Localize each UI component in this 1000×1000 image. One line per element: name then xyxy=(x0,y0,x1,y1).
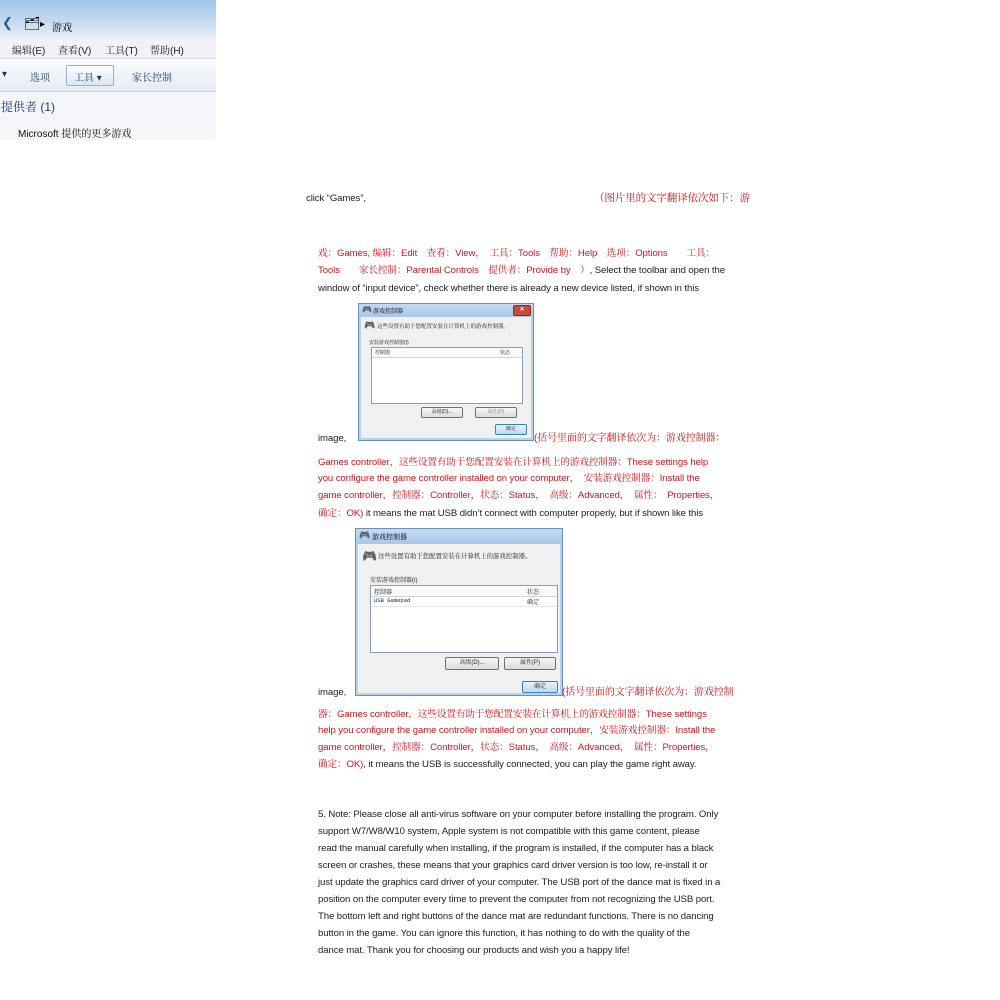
breadcrumb-separator-icon: ▸ xyxy=(40,19,46,30)
address-bar xyxy=(0,0,216,38)
gamepad-icon: 🎮 xyxy=(364,320,376,330)
image-label-2: image, xyxy=(318,687,347,698)
table-row[interactable] xyxy=(371,597,557,607)
row-status: 确定 xyxy=(527,600,540,606)
dialog-description: 这些设置有助于您配置安装在计算机上的游戏控制器。 xyxy=(377,324,510,330)
column-controller: 控制器 xyxy=(375,350,391,356)
advanced-button[interactable]: 高级(D)... xyxy=(421,407,463,418)
note-line: The bottom left and right buttons of the dance mat are redundant functions. There is no dancing xyxy=(318,911,714,922)
dialog-titlebar xyxy=(359,304,533,317)
game-controllers-dialog-empty xyxy=(358,303,534,441)
menu-edit[interactable]: 编辑(E) xyxy=(12,46,46,57)
list-header xyxy=(372,348,522,358)
translation-line-h: 器：Games controller，这些设置有助于您配置安装在计算机上的游戏控制器：These settings xyxy=(318,709,707,720)
toolbar-dropdown-icon: ▾ xyxy=(2,69,8,80)
game-controllers-dialog-gamepad xyxy=(355,528,563,696)
note-line: screen or crashes, these means that your graphics card driver version is too low, re-install it or xyxy=(318,860,708,871)
advanced-button[interactable]: 高级(D)... xyxy=(445,657,499,670)
menu-help[interactable]: 帮助(H) xyxy=(150,46,184,57)
dialog-titlebar xyxy=(356,529,562,544)
translation-line-g-red: 确定：OK) xyxy=(318,508,364,519)
translation-line-i: help you configure the game controller installed on your computer，安装游戏控制器：Install the xyxy=(318,725,716,736)
controllers-list[interactable] xyxy=(370,585,558,653)
translation-line-g xyxy=(318,507,703,520)
installed-controllers-label: 安装游戏控制器(I) xyxy=(370,578,418,584)
note-line: dance mat. Thank you for choosing our products and wish you a happy life! xyxy=(318,945,630,956)
explorer-screenshot xyxy=(0,0,216,140)
note-line: button in the game. You can ignore this function, it has nothing to do with the quality of the xyxy=(318,928,690,939)
translation-line-k-red: 确定：OK) xyxy=(318,759,364,770)
translation-line-e: you configure the game controller installed on your computer， 安装游戏控制器：Install the xyxy=(318,473,700,484)
toolbar-options[interactable]: 选项 xyxy=(30,73,50,84)
dialog-title: 游戏控制器 xyxy=(372,534,407,541)
column-status: 状态 xyxy=(500,350,511,356)
gamepad-icon: 🎮 xyxy=(362,305,372,314)
more-games-item[interactable]: Microsoft 提供的更多游戏 xyxy=(18,129,132,140)
toolbar xyxy=(0,59,216,92)
provider-group-header: 提供者 (1) xyxy=(1,100,56,114)
folder-icon: 🗂 xyxy=(24,16,41,31)
note-line: read the manual carefully when installing, if the program is installed, if the computer has a black xyxy=(318,843,714,854)
translation-line-d: Games controller，这些设置有助于您配置安装在计算机上的游戏控制器：These settings help xyxy=(318,457,709,468)
properties-button[interactable]: 属性(P) xyxy=(475,407,517,418)
translation-note-1-start: （图片里的文字翻译依次如下：游 xyxy=(594,192,750,204)
toolbar-tools[interactable]: 工具 ▾ xyxy=(74,73,102,84)
translation-note-2-start: (括号里面的文字翻译依次为：游戏控制器： xyxy=(534,433,726,444)
translation-line-a: 戏：Games, 编辑：Edit 查看：View， 工具：Tools 帮助：Help 选项：Options 工具： xyxy=(318,248,716,259)
translation-line-b xyxy=(318,264,725,277)
translation-line-b-red: Tools 家长控制：Parental Controls 提供者：Provide by ） xyxy=(318,265,590,276)
properties-button[interactable]: 属性(P) xyxy=(504,657,556,670)
note-line: support W7/W8/W10 system, Apple system is not compatible with this game content, please xyxy=(318,826,700,837)
installed-controllers-label: 安装游戏控制器(I) xyxy=(369,340,409,346)
menu-view[interactable]: 查看(V) xyxy=(58,46,92,57)
translation-line-g-black: it means the mat USB didn’t connect with computer properly, but if shown like this xyxy=(363,508,703,519)
close-icon[interactable]: ✕ xyxy=(513,305,531,316)
translation-line-b-black: , Select the toolbar and open the xyxy=(589,265,725,276)
ok-button[interactable]: 确定 xyxy=(495,424,527,435)
translation-line-j: game controller，控制器：Controller，状态：Status， 高级：Advanced， 属性：Properties， xyxy=(318,742,715,753)
menu-tools[interactable]: 工具(T) xyxy=(105,46,138,57)
list-header xyxy=(371,586,557,597)
click-games-text: click “Games”, xyxy=(306,193,366,204)
note-line: 5. Note: Please close all anti-virus software on your computer before installing the program. Only xyxy=(318,809,719,820)
note-line: just update the graphics card driver of your computer. The USB port of the dance mat is fixed in a xyxy=(318,877,721,888)
ok-button[interactable]: 确定 xyxy=(522,681,558,693)
controllers-list[interactable] xyxy=(371,347,523,404)
gamepad-icon: 🎮 xyxy=(359,530,371,540)
dialog-title: 游戏控制器 xyxy=(373,309,404,315)
note-line: position on the computer every time to prevent the computer from not recognizing the USB port. xyxy=(318,894,715,905)
image-label-1: image, xyxy=(318,433,347,444)
translation-line-k-black: , it means the USB is successfully connected, you can play the game right away. xyxy=(363,759,697,770)
translation-line-k xyxy=(318,758,696,771)
translation-note-3-start: (括号里面的文字翻译依次为：游戏控制 xyxy=(562,687,734,698)
back-arrow-icon: ❮ xyxy=(2,15,13,30)
gamepad-icon: 🎮 xyxy=(362,549,377,563)
toolbar-parental-controls[interactable]: 家长控制 xyxy=(132,73,172,84)
menu-bar xyxy=(0,38,216,59)
dialog-description: 这些设置有助于您配置安装在计算机上的游戏控制器。 xyxy=(378,553,532,560)
breadcrumb: 游戏 xyxy=(52,23,72,34)
column-status: 状态 xyxy=(527,590,540,596)
row-controller-name: USB Gamepad xyxy=(374,597,411,604)
instruction-line-c: window of “input device”, check whether there is already a new device listed, if shown in this xyxy=(318,283,699,294)
translation-line-f: game controller，控制器：Controller，状态：Status， 高级：Advanced， 属性： Properties， xyxy=(318,490,720,501)
column-controller: 控制器 xyxy=(374,590,393,596)
